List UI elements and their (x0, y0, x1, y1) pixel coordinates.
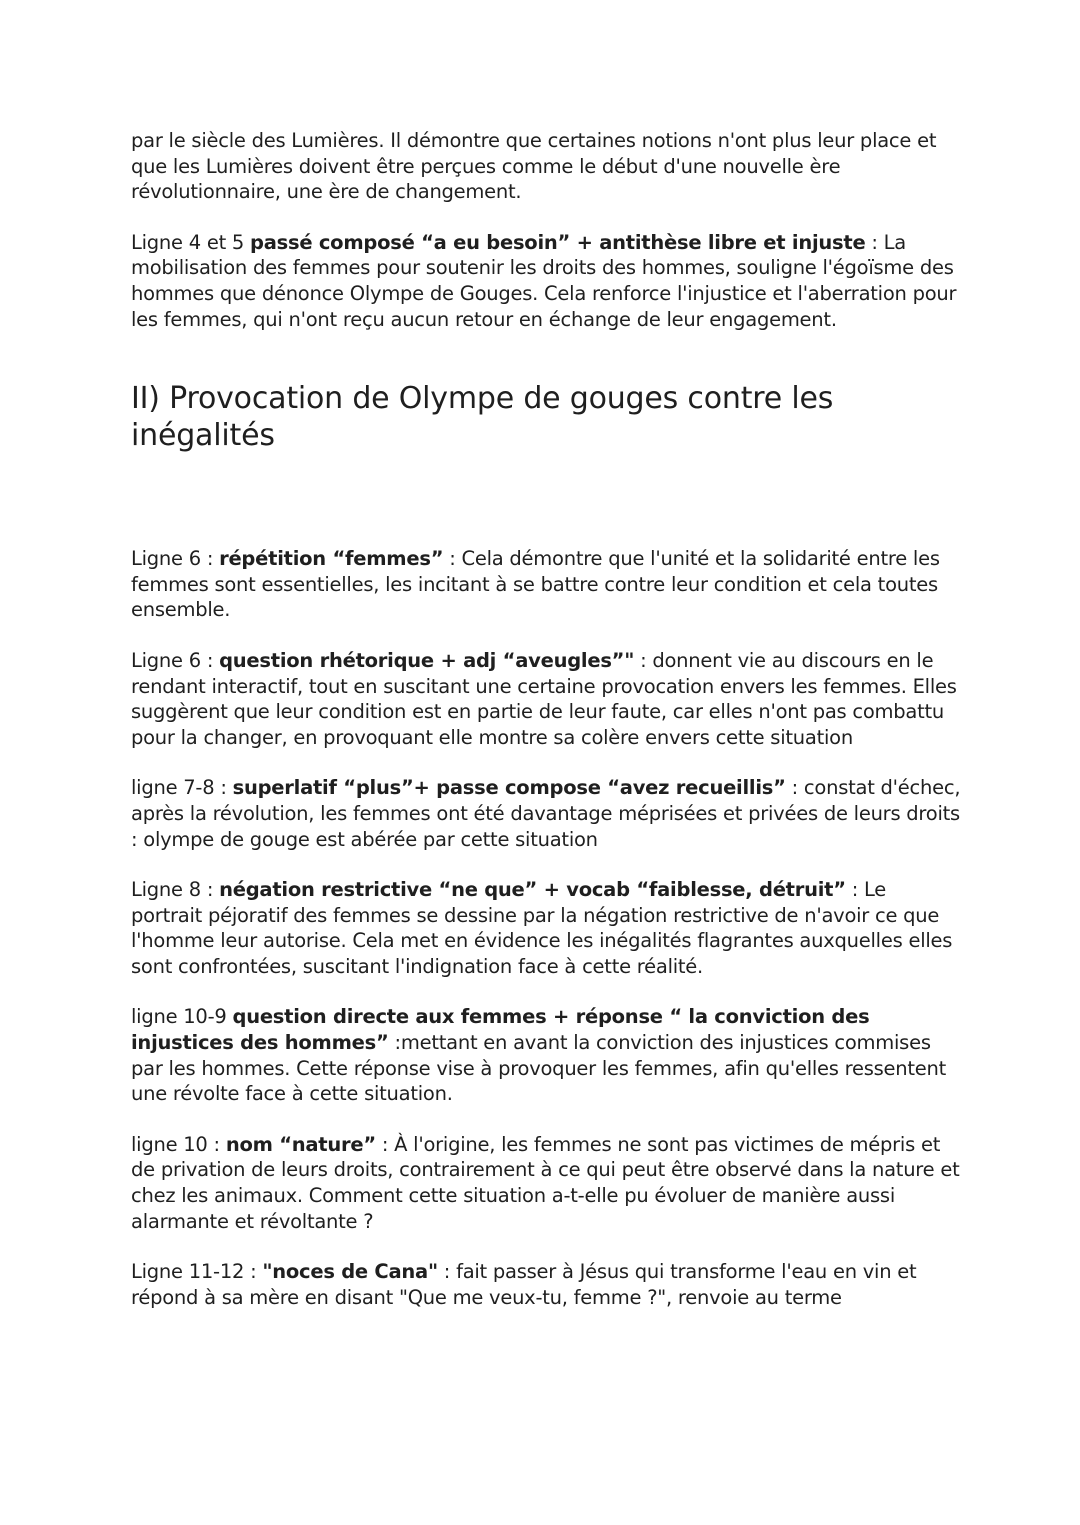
figure-of-speech: nom “nature” (225, 1132, 376, 1156)
analysis-text: : À l'origine, les femmes ne sont pas victimes de mépris et de privation de leurs droits, contrairement à ce qui peut être observé dans la nature et chez les animaux. Comment cette situation a-t-elle pu évoluer de manière aussi alarmante et révoltante ? (131, 1132, 960, 1233)
analysis-item (131, 1132, 961, 1234)
figure-of-speech: superlatif “plus”+ passe compose “avez recueillis” (232, 776, 786, 800)
figure-of-speech: passé composé “a eu besoin” + antithèse libre et injuste (250, 230, 866, 254)
figure-of-speech: répétition “femmes” (219, 547, 444, 571)
analysis-text: : fait passer à Jésus qui transforme l'eau en vin et répond à sa mère en disant "Que me veux-tu, femme ?", renvoie au terme (131, 1260, 917, 1309)
analysis-text: : Le portrait péjoratif des femmes se dessine par la négation restrictive de n'avoir ce que l'homme leur autorise. Cela met en évidence les inégalités flagrantes auxquelles elles sont confrontées, suscitant l'indignation face à cette réalité. (131, 878, 953, 978)
spacer (131, 852, 961, 877)
analysis-text: : Cela démontre que l'unité et la solidarité entre les femmes sont essentielles, les incitant à se battre contre leur condition et cela toutes ensemble. (131, 547, 940, 622)
spacer (131, 979, 961, 1004)
analysis-item (131, 877, 961, 979)
line-reference: Ligne 8 : (131, 878, 220, 902)
figure-of-speech: question rhétorique + adj “aveugles”" (219, 648, 635, 672)
analysis-item (131, 546, 961, 623)
line-reference: Ligne 11-12 : (131, 1260, 263, 1284)
line-reference: ligne 7-8 : (131, 776, 233, 800)
analysis-text: : donnent vie au discours en le rendant interactif, tout en suscitant une certaine provocation envers les femmes. Elles suggèrent que leur condition est en partie de leur faute, car elles n'ont pas combattu pour la changer, en provoquant elle montre sa colère envers cette situation (131, 648, 957, 749)
spacer (131, 1234, 961, 1259)
analysis-item (131, 775, 961, 852)
analysis-text: :mettant en avant la conviction des injustices commises par les hommes. Cette réponse vise à provoquer les femmes, afin qu'elles ressentent une révolte face à cette situation. (131, 1031, 947, 1106)
line-reference: Ligne 6 : (131, 547, 220, 571)
figure-of-speech: négation restrictive “ne que” + vocab “faiblesse, détruit” (219, 878, 846, 902)
spacer (131, 750, 961, 775)
figure-of-speech: "noces de Cana" (262, 1260, 438, 1284)
spacer (131, 454, 961, 546)
spacer (131, 623, 961, 648)
line-reference: Ligne 4 et 5 (131, 230, 251, 254)
line-reference: ligne 10-9 (131, 1005, 233, 1029)
spacer (131, 205, 961, 230)
analysis-text: : constat d'échec, après la révolution, les femmes ont été davantage méprisées et privées de leurs droits : olympe de gouge est abérée par cette situation (131, 776, 961, 851)
analysis-item (131, 648, 961, 750)
intro-paragraph: par le siècle des Lumières. Il démontre que certaines notions n'ont plus leur place et que les Lumières doivent être perçues comme le début d'une nouvelle ère révolutionnaire, une ère de changement. (131, 129, 937, 204)
analysis-item (131, 1004, 961, 1106)
document-page (131, 128, 961, 1310)
line-reference: ligne 10 : (131, 1132, 226, 1156)
analysis-item (131, 1259, 961, 1310)
spacer (131, 1107, 961, 1132)
section-heading: II) Provocation de Olympe de gouges contre les inégalités (131, 381, 834, 454)
line-reference: Ligne 6 : (131, 648, 220, 672)
spacer (131, 332, 961, 380)
analysis-text: : La mobilisation des femmes pour soutenir les droits des hommes, souligne l'égoïsme des hommes que dénonce Olympe de Gouges. Cela renforce l'injustice et l'aberration pour les femmes, qui n'ont reçu aucun retour en échange de leur engagement. (131, 230, 957, 331)
figure-of-speech: question directe aux femmes + réponse “ la conviction des injustices des hommes” (131, 1005, 870, 1055)
analysis-item (131, 230, 961, 332)
